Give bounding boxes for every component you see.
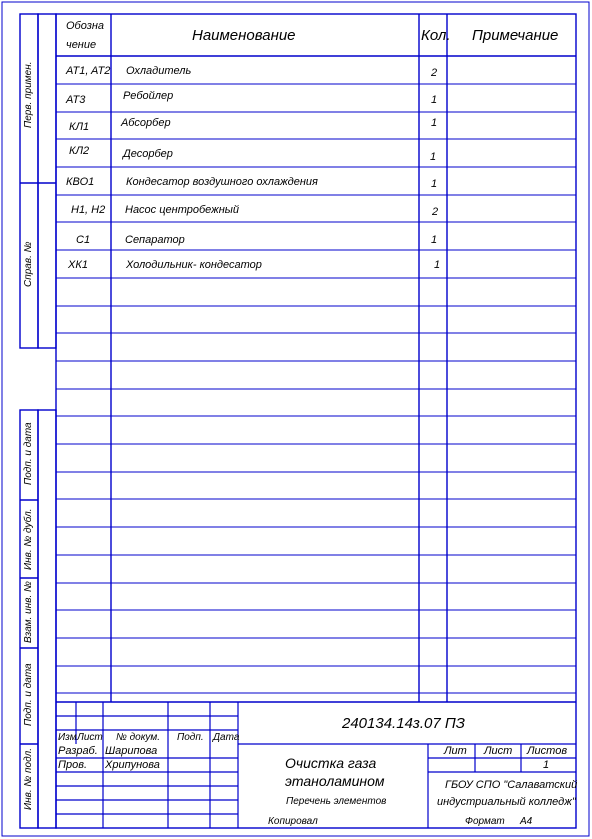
razrab-name: Шарипова bbox=[105, 745, 158, 757]
format-label: Формат bbox=[465, 816, 505, 827]
side-label-vzam-inv: Взам. инв. № bbox=[23, 581, 34, 643]
row-designation: КЛ2 bbox=[69, 145, 90, 157]
format-value: А4 bbox=[520, 816, 533, 827]
row-designation: С1 bbox=[76, 234, 91, 246]
row-designation: ХК1 bbox=[68, 259, 88, 271]
row-name: Сепаратор bbox=[125, 234, 185, 246]
side-label-inv-podl: Инв. № подл. bbox=[23, 747, 34, 810]
row-name: Холодильник- кондесатор bbox=[126, 259, 262, 271]
lit-label: Лит bbox=[444, 745, 467, 757]
header-designation-line2: чение bbox=[66, 39, 97, 51]
header-designation-line1: Обозна bbox=[66, 20, 105, 32]
org-line2: индустриальный колледж" bbox=[437, 796, 576, 808]
row-name: Охладитель bbox=[126, 65, 192, 77]
doc-title-line2: этаноламином bbox=[285, 773, 385, 789]
row-qty: 1 bbox=[431, 234, 438, 246]
row-name: Насос центробежный bbox=[125, 204, 239, 216]
prov-label: Пров. bbox=[58, 759, 88, 771]
row-designation: AT1, AT2 bbox=[66, 65, 111, 77]
row-designation: Н1, Н2 bbox=[71, 204, 106, 216]
row-qty: 1 bbox=[434, 259, 441, 271]
row-qty: 1 bbox=[431, 117, 438, 129]
row-name: Десорбер bbox=[123, 148, 173, 160]
row-designation: КЛ1 bbox=[69, 121, 90, 133]
prov-name: Хрипунова bbox=[105, 759, 160, 771]
row-name: Абсорбер bbox=[121, 117, 171, 129]
row-name: Кондесатор воздушного охлаждения bbox=[126, 176, 318, 188]
side-label-podp-data-bottom: Подп. и дата bbox=[23, 663, 34, 726]
doc-code: 240134.14з.07 ПЗ bbox=[342, 715, 465, 732]
col-data: Дата bbox=[213, 732, 240, 743]
col-izm: Изм bbox=[58, 732, 77, 743]
side-label-perv-primen: Перв. примен. bbox=[23, 61, 34, 128]
col-doc: № докум. bbox=[116, 732, 161, 743]
list-label: Лист bbox=[484, 745, 513, 757]
listov-value: 1 bbox=[543, 759, 550, 771]
header-name: Наименование bbox=[192, 27, 296, 44]
row-designation: КВО1 bbox=[66, 176, 95, 188]
col-list: Лист bbox=[77, 732, 103, 743]
side-label-inv-dubl: Инв. № дубл. bbox=[23, 508, 34, 570]
row-qty: 2 bbox=[432, 206, 439, 218]
col-podp: Подп. bbox=[177, 732, 204, 743]
row-designation: AT3 bbox=[66, 94, 86, 106]
row-qty: 1 bbox=[431, 178, 438, 190]
doc-subtitle: Перечень элементов bbox=[286, 796, 387, 807]
header-note: Примечание bbox=[472, 27, 559, 44]
side-label-sprav-no: Справ. № bbox=[23, 241, 34, 287]
razrab-label: Разраб. bbox=[58, 745, 98, 757]
side-label-podp-data-top: Подп. и дата bbox=[23, 422, 34, 485]
row-name: Ребойлер bbox=[123, 90, 174, 102]
doc-title-line1: Очистка газа bbox=[285, 755, 377, 771]
header-qty: Кол. bbox=[421, 27, 451, 44]
row-qty: 1 bbox=[431, 94, 438, 106]
row-qty: 1 bbox=[430, 151, 437, 163]
org-line1: ГБОУ СПО "Салаватский bbox=[445, 779, 578, 791]
listov-label: Листов bbox=[527, 745, 568, 757]
kopiroval-label: Копировал bbox=[268, 816, 318, 827]
row-qty: 2 bbox=[431, 67, 438, 79]
